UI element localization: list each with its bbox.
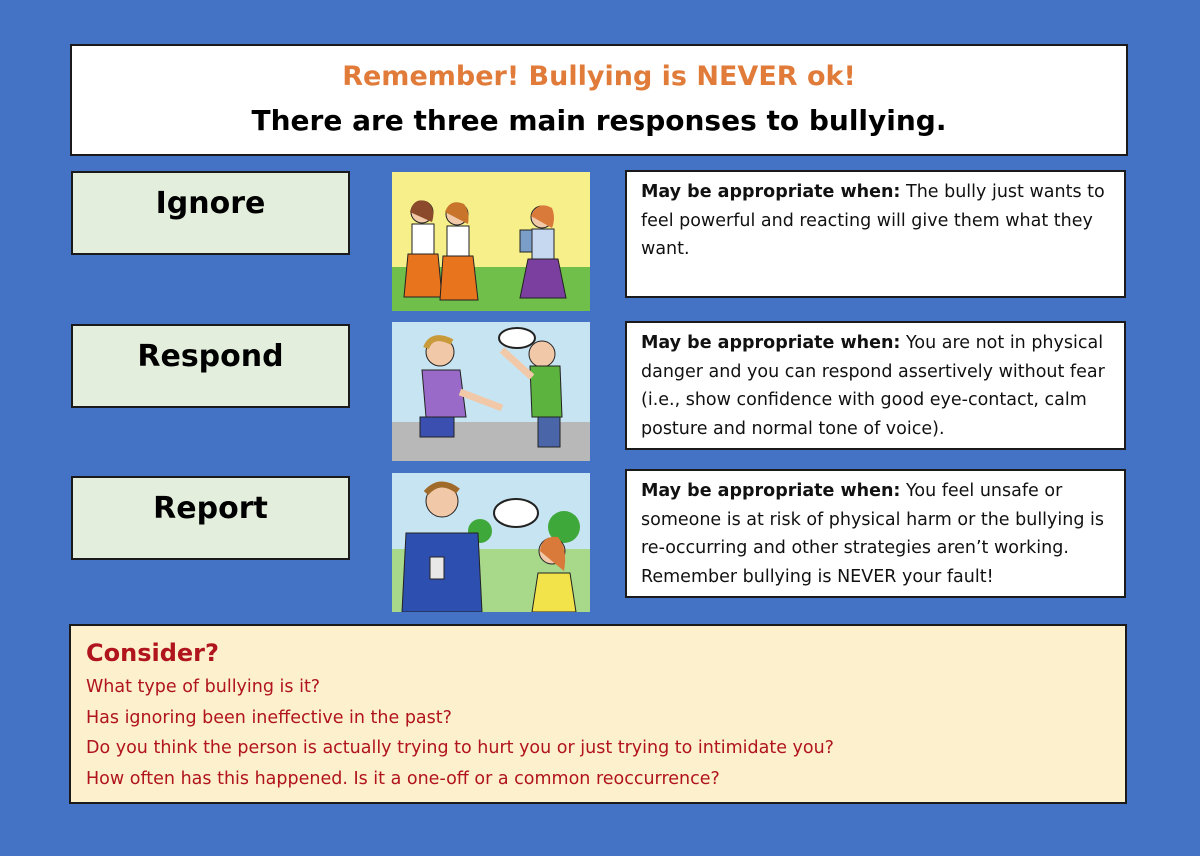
report-lead: May be appropriate when: [641, 481, 901, 501]
remember-heading: Remember! Bullying is NEVER ok! [342, 61, 856, 92]
header-banner [70, 44, 1128, 156]
consider-title: Consider? [86, 639, 219, 667]
report-text: You feel unsafe or someone is at risk of physical harm or the bullying is re-occurring and other strategies aren’t working. Remember bullying is NEVER your fault! [641, 481, 1105, 587]
respond-text: You are not in physical danger and you can respond assertively without fear (i.e., show confidence with good eye-contact, calm posture and normal tone of voice). [641, 333, 1105, 439]
label-report-text: Report [153, 491, 268, 526]
consider-question: Do you think the person is actually trying to hurt you or just trying to intimidate you? [86, 738, 834, 758]
label-ignore-text: Ignore [155, 186, 266, 221]
respond-lead: May be appropriate when: [641, 333, 901, 353]
page-subtitle: There are three main responses to bullying. [251, 104, 947, 137]
label-ignore [71, 171, 350, 255]
consider-question: Has ignoring been ineffective in the past? [86, 707, 452, 728]
consider-panel [69, 624, 1127, 804]
label-respond-text: Respond [137, 339, 284, 374]
label-report [71, 476, 350, 560]
ignore-description [625, 170, 1126, 298]
respond-description [625, 321, 1126, 450]
label-respond [71, 324, 350, 408]
ignore-text: The bully just wants to feel powerful and reacting will give them what they want. [641, 182, 1105, 259]
report-description [625, 469, 1126, 598]
ignore-illustration [392, 172, 590, 311]
ignore-lead: May be appropriate when: [641, 182, 901, 202]
report-illustration [392, 473, 590, 612]
consider-question: How often has this happened. Is it a one-off or a common reoccurrence? [86, 768, 720, 789]
consider-question: What type of bullying is it? [86, 677, 321, 697]
respond-illustration [392, 322, 590, 461]
